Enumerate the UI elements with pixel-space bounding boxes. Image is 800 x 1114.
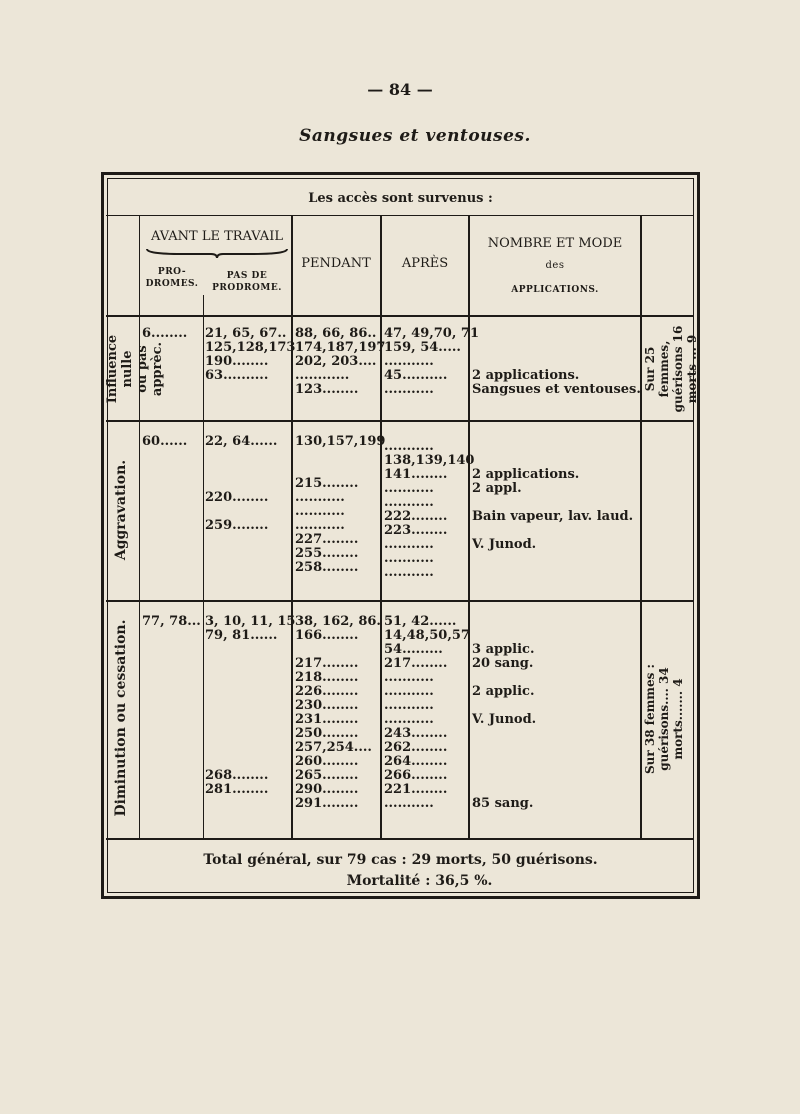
s3-apres: [384, 615, 470, 811]
list-item: 3 applic.: [472, 642, 535, 657]
header-pendant: PENDANT: [301, 256, 371, 271]
list-item: [295, 449, 385, 463]
list-item: 60......: [142, 434, 188, 449]
header-prodromes: PRO- DROMES.: [145, 267, 199, 289]
header-avant: AVANT LE TRAVAIL: [151, 229, 283, 244]
list-item: 51, 42......: [384, 614, 457, 629]
list-item: ...........: [384, 796, 434, 811]
list-item: 123........: [295, 382, 359, 397]
list-item: ...........: [384, 712, 434, 727]
page-number: — 84 —: [367, 80, 433, 99]
header-applications: APPLICATIONS.: [511, 285, 599, 295]
list-item: [205, 657, 295, 671]
list-item: 260........: [295, 754, 359, 769]
summary-influence-nulle: Sur 25 femmes, guérisons 16 morts ... 9: [643, 325, 699, 413]
s2-prodromes: [142, 435, 187, 449]
header-pas-de-prodrome: PAS DE PRODROME.: [212, 271, 282, 293]
list-item: 215........: [295, 476, 359, 491]
list-item: 2 applic.: [472, 684, 535, 699]
list-item: 222........: [384, 509, 448, 524]
list-item: ............: [295, 368, 350, 383]
list-item: 159, 54.....: [384, 340, 461, 355]
list-item: 45..........: [384, 368, 448, 383]
list-item: ...........: [384, 495, 434, 510]
list-item: 6........: [142, 326, 188, 341]
list-item: [205, 741, 295, 755]
section-heading: Sangsues et ventouses.: [299, 126, 531, 146]
list-item: ...........: [384, 439, 434, 454]
list-item: 21, 65, 67..: [205, 326, 287, 341]
list-item: 2 applications.: [472, 368, 580, 383]
list-item: 14,48,50,57: [384, 628, 470, 643]
list-item: [205, 685, 295, 699]
total-divider: [106, 838, 694, 840]
list-item: 63..........: [205, 368, 269, 383]
list-item: [205, 713, 295, 727]
list-item: 190........: [205, 354, 269, 369]
list-item: [472, 496, 633, 510]
list-item: ...........: [384, 684, 434, 699]
list-item: 264........: [384, 754, 448, 769]
s1-applications: [472, 369, 641, 397]
list-item: ...........: [384, 382, 434, 397]
list-item: [205, 477, 277, 491]
list-item: ...........: [384, 565, 434, 580]
list-item: 77, 78...: [142, 614, 201, 629]
list-item: [205, 505, 277, 519]
list-item: ...........: [384, 670, 434, 685]
list-item: [472, 524, 633, 538]
section-divider-1: [106, 420, 694, 422]
s1-pas-de-prodrome: [205, 327, 295, 383]
list-item: 2 appl.: [472, 481, 522, 496]
list-item: 262........: [384, 740, 448, 755]
list-item: 138,139,140: [384, 453, 475, 468]
s1-pendant: [295, 327, 385, 397]
s3-applications: [472, 615, 536, 811]
list-item: 230........: [295, 698, 359, 713]
header-des: des: [545, 260, 565, 271]
mortality-line: Mortalité : 36,5 %.: [346, 873, 493, 889]
list-item: [472, 440, 633, 454]
list-item: 226........: [295, 684, 359, 699]
row-label-influence-nulle: Influence nulle ou pas apprèc.: [105, 334, 165, 404]
list-item: [472, 699, 536, 713]
list-item: [472, 741, 536, 755]
list-item: ...........: [384, 537, 434, 552]
list-item: [472, 727, 536, 741]
s3-pas-de-prodrome: [205, 615, 295, 797]
list-item: 202, 203....: [295, 354, 377, 369]
list-item: V. Junod.: [472, 537, 537, 552]
list-item: 291........: [295, 796, 359, 811]
list-item: 227........: [295, 532, 359, 547]
list-item: 221........: [384, 782, 448, 797]
list-item: [472, 769, 536, 783]
s2-pas-de-prodrome: [205, 435, 277, 533]
list-item: ...........: [295, 504, 345, 519]
list-item: 220........: [205, 490, 269, 505]
list-item: 217........: [295, 656, 359, 671]
list-item: 268........: [205, 768, 269, 783]
s2-pendant: [295, 435, 385, 575]
list-item: 290........: [295, 782, 359, 797]
col-divider-prodromes: [203, 295, 204, 838]
list-item: 88, 66, 86..: [295, 326, 377, 341]
list-item: 166........: [295, 628, 359, 643]
list-item: [205, 727, 295, 741]
list-item: 79, 81......: [205, 628, 278, 643]
table-caption: Les accès sont survenus :: [308, 191, 493, 206]
list-item: [205, 643, 295, 657]
s2-applications: [472, 440, 633, 552]
s3-pendant: [295, 615, 381, 811]
list-item: 243........: [384, 726, 448, 741]
list-item: 47, 49,70, 71: [384, 326, 479, 341]
list-item: 22, 64......: [205, 434, 278, 449]
list-item: Sangsues et ventouses.: [472, 382, 641, 397]
list-item: V. Junod.: [472, 712, 537, 727]
total-line: Total général, sur 79 cas : 29 morts, 50 guérisons.: [203, 852, 598, 868]
list-item: 54.........: [384, 642, 443, 657]
header-divider: [106, 315, 694, 317]
s2-apres: [384, 440, 474, 580]
list-item: Bain vapeur, lav. laud.: [472, 509, 634, 524]
list-item: [295, 463, 385, 477]
list-item: ...........: [384, 481, 434, 496]
list-item: [205, 671, 295, 685]
list-item: [205, 755, 295, 769]
s1-prodromes: [142, 327, 187, 341]
row-label-diminution: Diminution ou cessation.: [113, 619, 129, 817]
list-item: [472, 783, 536, 797]
list-item: ...........: [384, 551, 434, 566]
list-item: 250........: [295, 726, 359, 741]
list-item: [205, 699, 295, 713]
header-apres: APRÈS: [401, 256, 449, 271]
list-item: 259........: [205, 518, 269, 533]
section-divider-2: [106, 600, 694, 602]
list-item: 125,128,173: [205, 340, 296, 355]
list-item: 265........: [295, 768, 359, 783]
list-item: 231........: [295, 712, 359, 727]
list-item: [205, 449, 277, 463]
list-item: 141........: [384, 467, 448, 482]
list-item: [472, 615, 536, 629]
caption-divider: [106, 215, 694, 216]
list-item: ...........: [295, 518, 345, 533]
list-item: 3, 10, 11, 15: [205, 614, 296, 629]
list-item: 20 sang.: [472, 656, 534, 671]
list-item: 85 sang.: [472, 796, 534, 811]
list-item: 266........: [384, 768, 448, 783]
row-label-aggravation: Aggravation.: [113, 459, 129, 561]
brace-icon: [145, 247, 289, 259]
list-item: [472, 454, 633, 468]
list-item: 257,254....: [295, 740, 372, 755]
list-item: 281........: [205, 782, 269, 797]
s1-apres: [384, 327, 479, 397]
header-nombre-mode: NOMBRE ET MODE: [487, 236, 623, 251]
list-item: ...........: [384, 698, 434, 713]
list-item: ...........: [295, 490, 345, 505]
list-item: [472, 629, 536, 643]
col-divider-applications: [640, 215, 642, 838]
list-item: 255........: [295, 546, 359, 561]
s3-prodromes: [142, 615, 201, 629]
col-divider-label: [139, 215, 140, 838]
list-item: 218........: [295, 670, 359, 685]
list-item: 38, 162, 86.: [295, 614, 381, 629]
list-item: ...........: [384, 354, 434, 369]
list-item: 258........: [295, 560, 359, 575]
summary-diminution: Sur 38 femmes : guérisons.... 34 morts....... 4: [643, 664, 685, 774]
list-item: [472, 671, 536, 685]
list-item: [295, 643, 381, 657]
list-item: 130,157,199: [295, 434, 386, 449]
list-item: 217........: [384, 656, 448, 671]
list-item: 2 applications.: [472, 467, 580, 482]
list-item: 174,187,197: [295, 340, 386, 355]
list-item: [472, 755, 536, 769]
list-item: [205, 463, 277, 477]
list-item: 223........: [384, 523, 448, 538]
